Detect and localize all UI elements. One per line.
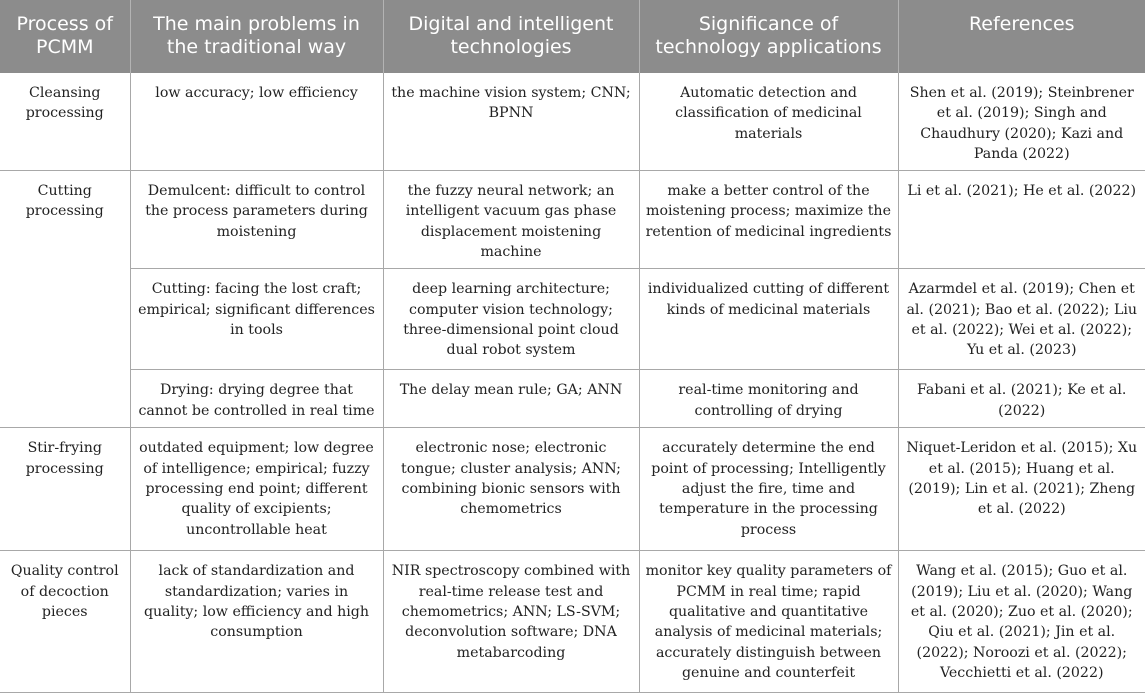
technologies-cell: the fuzzy neural network; an intelligent vacuum gas phase displacement moistening machine bbox=[383, 171, 639, 269]
table-header bbox=[0, 0, 1145, 73]
significance-cell: accurately determine the end point of processing; Intelligently adjust the fire, time and temperature in the processing process bbox=[639, 428, 898, 551]
references-cell: Niquet-Leridon et al. (2015); Xu et al. (2015); Huang et al. (2019); Lin et al. (2021); Zheng et al. (2022) bbox=[898, 428, 1145, 551]
significance-cell: monitor key quality parameters of PCMM in real time; rapid qualitative and quantitative analysis of medicinal materials; accurately distinguish between genuine and counterfeit bbox=[639, 551, 898, 693]
table-row bbox=[0, 269, 1145, 370]
significance-cell: individualized cutting of different kinds of medicinal materials bbox=[639, 269, 898, 370]
problems-cell: low accuracy; low efficiency bbox=[130, 73, 383, 171]
header-row bbox=[0, 0, 1145, 73]
problems-cell: Cutting: facing the lost craft; empirical; significant differences in tools bbox=[130, 269, 383, 370]
technologies-cell: deep learning architecture; computer vision technology; three-dimensional point cloud dual robot system bbox=[383, 269, 639, 370]
significance-cell: real-time monitoring and controlling of drying bbox=[639, 370, 898, 428]
references-cell: Li et al. (2021); He et al. (2022) bbox=[898, 171, 1145, 269]
header-references: References bbox=[898, 0, 1145, 73]
references-cell: Fabani et al. (2021); Ke et al. (2022) bbox=[898, 370, 1145, 428]
header-process: Process of PCMM bbox=[0, 0, 130, 73]
problems-cell: outdated equipment; low degree of intelligence; empirical; fuzzy processing end point; different quality of excipients; uncontrollable heat bbox=[130, 428, 383, 551]
table-row bbox=[0, 171, 1145, 269]
technologies-cell: electronic nose; electronic tongue; cluster analysis; ANN; combining bionic sensors with chemometrics bbox=[383, 428, 639, 551]
header-significance: Significance of technology applications bbox=[639, 0, 898, 73]
table-row bbox=[0, 551, 1145, 693]
technologies-cell: the machine vision system; CNN; BPNN bbox=[383, 73, 639, 171]
problems-cell: lack of standardization and standardization; varies in quality; low efficiency and high consumption bbox=[130, 551, 383, 693]
references-cell: Azarmdel et al. (2019); Chen et al. (2021); Bao et al. (2022); Liu et al. (2022); Wei et al. (2022); Yu et al. (2023) bbox=[898, 269, 1145, 370]
process-cell: Stir-frying processing bbox=[0, 428, 130, 551]
table-row bbox=[0, 370, 1145, 428]
significance-cell: Automatic detection and classification of medicinal materials bbox=[639, 73, 898, 171]
table-row bbox=[0, 73, 1145, 171]
references-cell: Wang et al. (2015); Guo et al. (2019); Liu et al. (2020); Wang et al. (2020); Zuo et al. (2020); Qiu et al. (2021); Jin et al. (2022); Noroozi et al. (2022); Vecchietti et al. (2022) bbox=[898, 551, 1145, 693]
header-technologies: Digital and intelligent technologies bbox=[383, 0, 639, 73]
problems-cell: Demulcent: difficult to control the process parameters during moistening bbox=[130, 171, 383, 269]
process-cell: Quality control of decoction pieces bbox=[0, 551, 130, 693]
process-cell: Cutting processing bbox=[0, 171, 130, 428]
technologies-cell: The delay mean rule; GA; ANN bbox=[383, 370, 639, 428]
significance-cell: make a better control of the moistening process; maximize the retention of medicinal ingredients bbox=[639, 171, 898, 269]
header-problems: The main problems in the traditional way bbox=[130, 0, 383, 73]
process-cell: Cleansing processing bbox=[0, 73, 130, 171]
technologies-cell: NIR spectroscopy combined with real-time release test and chemometrics; ANN; LS-SVM; deconvolution software; DNA metabarcoding bbox=[383, 551, 639, 693]
table-body bbox=[0, 73, 1145, 693]
references-cell: Shen et al. (2019); Steinbrener et al. (2019); Singh and Chaudhury (2020); Kazi and Panda (2022) bbox=[898, 73, 1145, 171]
table-row bbox=[0, 428, 1145, 551]
problems-cell: Drying: drying degree that cannot be controlled in real time bbox=[130, 370, 383, 428]
